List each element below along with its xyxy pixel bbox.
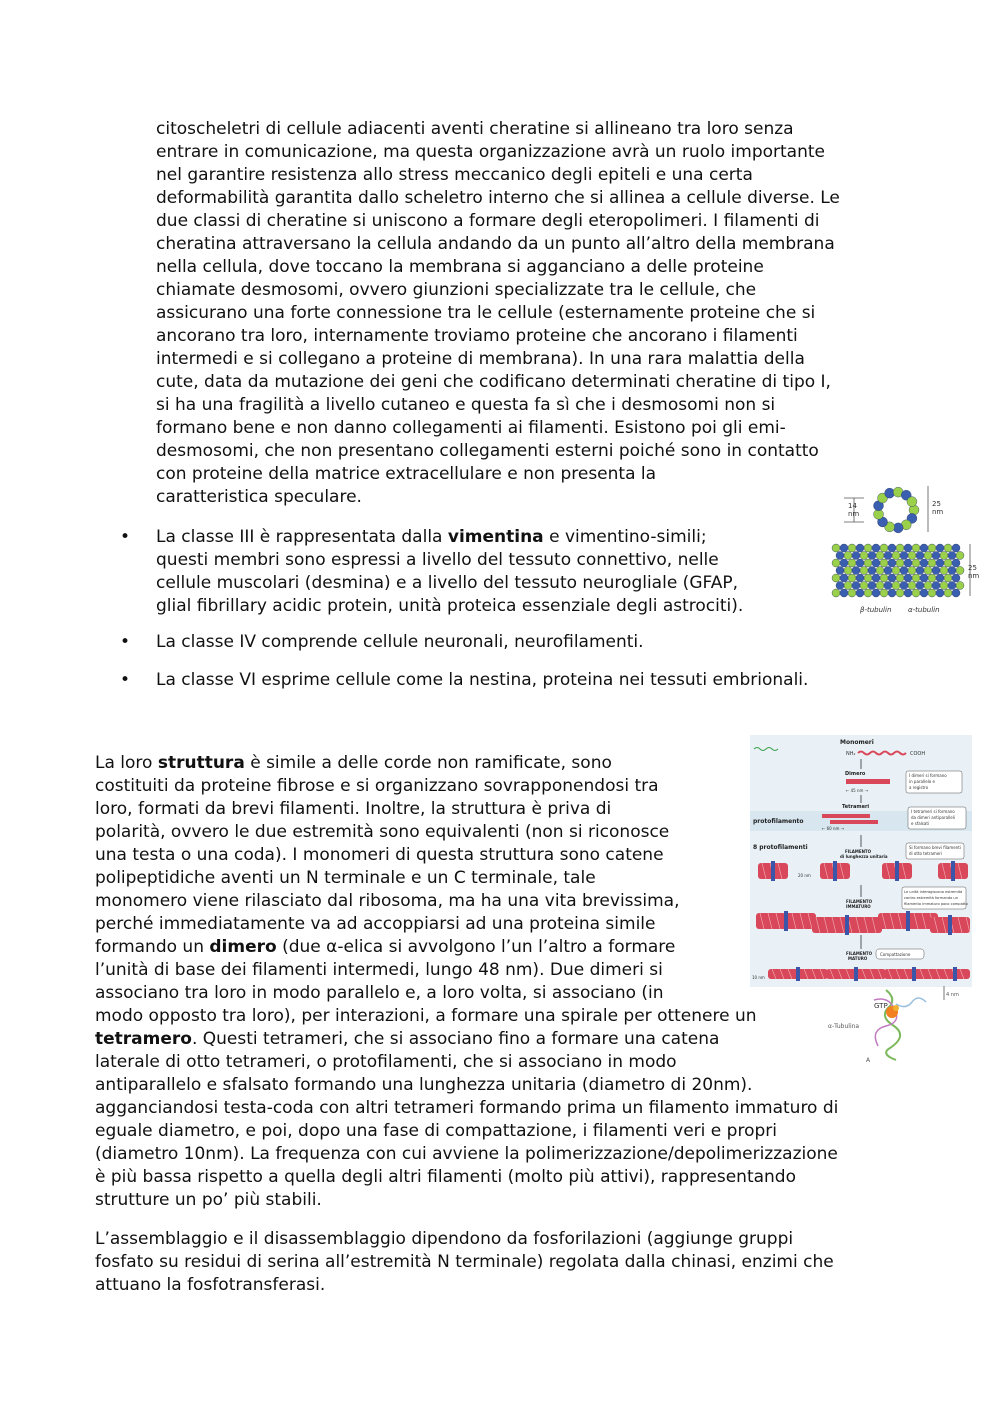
tubulin-subunit <box>932 567 940 575</box>
text-line: si ha una fragilità a livello cutaneo e questa fa sì che i desmosomi non si <box>156 395 776 415</box>
tubulin-subunit <box>876 582 884 590</box>
text-segment: . Questi tetrameri, che si associano fino a formare una catena <box>191 1029 720 1049</box>
text-line: cute, data da mutazione dei geni che codificano determinati cheratine di tipo I, <box>156 372 831 392</box>
tubulin-subunit <box>912 589 920 597</box>
bold-term-tetramero: tetramero <box>95 1029 192 1049</box>
note-lunghezza-line: Si formano brevi filamenti <box>909 845 961 850</box>
tubulin-subunit <box>872 544 880 552</box>
microtubule-cylinder <box>832 544 964 597</box>
text-line: costituiti da proteine fibrose e si organizzano sovrapponendosi tra <box>95 776 659 796</box>
tubulin-subunit <box>844 582 852 590</box>
label-filamento: FILAMENTO <box>846 951 873 956</box>
text-line: una testa o una coda). I monomeri di questa struttura sono catene <box>95 845 664 865</box>
bold-term-dimero: dimero <box>209 937 277 957</box>
text-line: desmosomi, che non presentano collegamenti esterni poiché sono in contatto <box>156 441 819 461</box>
tubulin-subunit <box>928 559 936 567</box>
text-segment: formando un <box>95 937 210 957</box>
tubulin-subunit <box>940 567 948 575</box>
tubulin-subunit <box>860 552 868 560</box>
bullet-marker: • <box>120 527 131 547</box>
tubulin-subunit <box>912 574 920 582</box>
tubulin-subunit <box>928 589 936 597</box>
tubulin-ring <box>874 487 919 533</box>
tubulin-subunit <box>880 574 888 582</box>
tubulin-subunit <box>860 567 868 575</box>
tubulin-subunit <box>952 544 960 552</box>
bold-term-vimentina: vimentina <box>447 527 544 547</box>
filament-knot <box>854 967 858 981</box>
filament-knot <box>912 967 916 981</box>
tubulin-subunit <box>936 559 944 567</box>
tubulin-subunit <box>916 567 924 575</box>
tubulin-subunit <box>904 589 912 597</box>
tubulin-subunit <box>956 552 964 560</box>
tubulin-subunit <box>832 544 840 552</box>
text-line: eguale diametro, e poi, dopo una fase di compattazione, i filamenti veri e propri <box>95 1121 777 1141</box>
dim-label-20: 20 nm <box>798 873 811 878</box>
tubulin-subunit <box>928 544 936 552</box>
filament-knot <box>833 861 837 881</box>
tubulin-subunit <box>848 589 856 597</box>
tubulin-subunit <box>892 567 900 575</box>
text-line: l’unità di base dei filamenti intermedi, lungo 48 nm). Due dimeri si <box>95 960 663 980</box>
note-tetrameri-line: e sfalsati <box>911 821 930 826</box>
tubulin-subunit <box>944 574 952 582</box>
text-line: cellule muscolari (desmina) e a livello del tessuto neurogliale (GFAP, <box>156 573 738 593</box>
text-line: deformabilità garantita dallo scheletro interno che si allinea a cellule diverse. Le <box>156 188 840 208</box>
tubulin-subunit <box>912 544 920 552</box>
filament-knot <box>895 861 899 881</box>
tubulin-subunit <box>852 567 860 575</box>
tubulin-subunit <box>896 574 904 582</box>
tubulin-subunit <box>836 582 844 590</box>
tubulin-subunit <box>836 567 844 575</box>
tubulin-subunit <box>948 582 956 590</box>
dim-label-nm: nm <box>932 508 944 516</box>
tubulin-subunit <box>956 582 964 590</box>
tubulin-subunit <box>868 582 876 590</box>
tubulin-subunit <box>908 567 916 575</box>
text-segment: La loro <box>95 753 158 773</box>
tubulin-subunit <box>860 582 868 590</box>
tubulin-subunit <box>948 552 956 560</box>
label-gtp: GTP <box>874 1002 888 1010</box>
text-line: antiparallelo e sfalsato formando una lunghezza unitaria (diametro di 20nm). <box>95 1075 753 1095</box>
text-line: è più bassa rispetto a quella degli altri filamenti (molto più attivi), rappresentando <box>95 1167 796 1187</box>
filament-assembly-figure <box>750 735 972 987</box>
tubulin-subunit <box>832 574 840 582</box>
tubulin-subunit <box>928 574 936 582</box>
dim-label-nm: nm <box>968 572 980 580</box>
label-nh2: NH₂ <box>846 751 856 757</box>
label-dimero: Dimero <box>845 771 866 777</box>
note-tetrameri-line: da dimeri antiparalleli <box>911 815 955 820</box>
note-dimeri-line: a registro <box>909 785 929 790</box>
tubulin-subunit <box>908 582 916 590</box>
dim-label-14: 14 <box>848 502 857 510</box>
note-immaturo-line: filamento immaturo poco compatto <box>904 902 968 906</box>
tubulin-subunit <box>900 567 908 575</box>
text-line: perché immediatamente va ad accoppiarsi ad una proteina simile <box>95 914 656 934</box>
tubulin-subunit <box>840 544 848 552</box>
tubulin-subunit <box>916 552 924 560</box>
text-line: due classi di cheratine si uniscono a formare degli eteropolimeri. I filamenti di <box>156 211 820 231</box>
tubulin-subunit <box>924 582 932 590</box>
tubulin-subunit <box>896 589 904 597</box>
text-segment: La classe III è rappresentata dalla <box>156 527 448 547</box>
list-item-text <box>156 526 806 618</box>
tubulin-subunit <box>892 582 900 590</box>
tubulin-subunit <box>872 559 880 567</box>
tubulin-subunit <box>952 589 960 597</box>
text-line: questi membri sono espressi a livello del tessuto connettivo, nelle <box>156 550 719 570</box>
dim-label-45: ← 45 nm → <box>846 788 869 793</box>
label-filamento: FILAMENTO <box>845 849 872 854</box>
tubulin-subunit <box>848 574 856 582</box>
text-line: laterale di otto tetrameri, o protofilamenti, che si associano in modo <box>95 1052 677 1072</box>
filament-knot <box>948 915 952 935</box>
tubulin-subunit <box>900 552 908 560</box>
tubulin-subunit <box>840 574 848 582</box>
tubulin-subunit <box>944 589 952 597</box>
tubulin-subunit <box>907 497 917 507</box>
tubulin-subunit <box>868 552 876 560</box>
tubulin-subunit <box>920 559 928 567</box>
tubulin-subunit <box>888 559 896 567</box>
dim-label-60: ← 60 nm → <box>822 826 845 831</box>
tubulin-subunit <box>900 582 908 590</box>
filament-knot <box>951 861 955 881</box>
tubulin-subunit <box>932 582 940 590</box>
label-alpha-tubulin: α-tubulin <box>908 606 940 614</box>
tubulin-subunit <box>952 574 960 582</box>
tubulin-subunit <box>904 574 912 582</box>
paragraph-assembly <box>95 1228 910 1297</box>
text-line: citoscheletri di cellule adiacenti aventi cheratine si allineano tra loro senza <box>156 119 794 139</box>
tubulin-subunit <box>904 544 912 552</box>
text-line: caratteristica speculare. <box>156 487 362 507</box>
tubulin-subunit <box>896 559 904 567</box>
label-alpha-tubulina: α-Tubulina <box>828 1023 860 1030</box>
text-line: entrare in comunicazione, ma questa organizzazione avrà un ruolo importante <box>156 142 825 162</box>
text-line <box>95 1028 910 1051</box>
tubulin-subunit <box>940 552 948 560</box>
tubulin-subunit <box>948 567 956 575</box>
tubulin-subunit <box>896 544 904 552</box>
tubulin-subunit <box>936 589 944 597</box>
tubulin-subunit <box>884 582 892 590</box>
label-maturo: MATURO <box>848 956 868 961</box>
dim-label-4nm: 4 nm <box>946 992 959 998</box>
tubulin-subunit <box>832 589 840 597</box>
text-line: polipeptidiche aventi un N terminale e un C terminale, tale <box>95 868 596 888</box>
tubulin-subunit <box>840 589 848 597</box>
text-segment: (due α-elica si avvolgono l’un l’altro a formare <box>276 937 676 957</box>
mature-filament <box>768 967 970 981</box>
text-line: chiamate desmosomi, ovvero giunzioni specializzate tra le cellule, che <box>156 280 757 300</box>
dim-label-10: 10 nm <box>752 975 765 980</box>
bullet-marker: • <box>120 632 131 652</box>
tubulin-subunit <box>936 574 944 582</box>
text-line: assicurano una forte connessione tra le cellule (esternamente proteine che si <box>156 303 816 323</box>
dim-label-25: 25 <box>932 500 941 508</box>
text-line: monomero viene rilasciato dal ribosoma, ma ha una vita brevissima, <box>95 891 680 911</box>
bullet-marker: • <box>120 670 131 690</box>
tubulin-subunit <box>848 559 856 567</box>
tubulin-subunit <box>916 582 924 590</box>
tubulin-subunit <box>864 559 872 567</box>
tubulin-subunit <box>912 559 920 567</box>
tubulin-subunit <box>944 559 952 567</box>
text-line: L’assemblaggio e il disassemblaggio dipendono da fosforilazioni (aggiunge gruppi <box>95 1229 794 1249</box>
label-filamento: FILAMENTO <box>846 899 873 904</box>
label-beta-tubulin: β-tubulin <box>860 606 892 614</box>
text-line: attuano la fosfotransferasi. <box>95 1275 326 1295</box>
filament-knot <box>784 911 788 931</box>
filament-knot <box>771 861 775 881</box>
text-line: intermedi e si collegano a proteine di membrana). In una rara malattia della <box>156 349 805 369</box>
text-line: nel garantire resistenza allo stress meccanico degli epiteli e una certa <box>156 165 753 185</box>
tubulin-structure-figure <box>826 986 959 1064</box>
tubulin-subunit <box>856 589 864 597</box>
tubulin-subunit <box>888 544 896 552</box>
text-line: ancorano tra loro, internamente troviamo proteine che ancorano i filamenti <box>156 326 798 346</box>
dim-label-25: 25 <box>968 564 977 572</box>
tubulin-subunit <box>892 552 900 560</box>
filament-knot <box>906 911 910 931</box>
tubulin-subunit <box>856 574 864 582</box>
tubulin-subunit <box>932 552 940 560</box>
tubulin-subunit <box>864 589 872 597</box>
label-protofilamento: protofilamento <box>753 818 804 825</box>
text-segment: è simile a delle corde non ramificate, sono <box>244 753 612 773</box>
tubulin-subunit <box>876 567 884 575</box>
tubulin-subunit <box>840 559 848 567</box>
label-lunghezza-unitaria: di lunghezza unitaria <box>840 854 888 859</box>
filament-knot <box>796 967 800 981</box>
note-immaturo-line: contro estremità formando un <box>904 896 958 900</box>
text-line: glial fibrillary acidic protein, unità proteica essenziale degli astrociti). <box>156 596 744 616</box>
tubulin-subunit <box>852 552 860 560</box>
tubulin-figure <box>830 484 978 616</box>
tubulin-subunit <box>888 574 896 582</box>
tubulin-subunit <box>944 544 952 552</box>
tubulin-subunit <box>852 582 860 590</box>
filament-knot <box>953 967 957 981</box>
text-segment: e vimentino-simili; <box>543 527 707 547</box>
label-tetrameri: Tetrameri <box>842 804 870 810</box>
tubulin-subunit <box>856 544 864 552</box>
tubulin-subunit <box>844 552 852 560</box>
tubulin-subunit <box>884 567 892 575</box>
note-tetrameri-line: I tetrameri si formano <box>911 809 955 814</box>
note-dimeri-line: I dimeri si formano <box>909 773 947 778</box>
text-line: con proteine della matrice extracellulare e non presenta la <box>156 464 657 484</box>
tubulin-subunit <box>936 544 944 552</box>
text-line: fosfato su residui di serina all’estremità N terminale) regolata dalla chinasi, enzimi che <box>95 1252 834 1272</box>
tubulin-subunit <box>920 589 928 597</box>
list-item-text: La classe IV comprende cellule neuronali, neurofilamenti. <box>156 632 644 652</box>
tubulin-subunit <box>888 589 896 597</box>
label-immaturo: IMMATURO <box>846 904 871 909</box>
tubulin-subunit <box>880 544 888 552</box>
tubulin-subunit <box>924 552 932 560</box>
tubulin-subunit <box>864 544 872 552</box>
list-item-text: La classe VI esprime cellule come la nestina, proteina nei tessuti embrionali. <box>156 670 809 690</box>
tubulin-subunit <box>872 574 880 582</box>
tubulin-subunit <box>848 544 856 552</box>
tubulin-subunit <box>856 559 864 567</box>
text-line <box>156 526 806 549</box>
text-line: cheratina attraversano la cellula andando da un punto all’altro della membrana <box>156 234 835 254</box>
note-lunghezza-line: di otto tetrameri <box>909 851 943 856</box>
text-line: loro, formati da brevi filamenti. Inoltre, la struttura è priva di <box>95 799 612 819</box>
text-line: nella cellula, dove toccano la membrana si agganciano a delle proteine <box>156 257 764 277</box>
text-line: polarità, ovvero le due estremità sono equivalenti (non si riconosce <box>95 822 670 842</box>
text-line: modo opposto tra loro), per interazioni, a formare una spirale per ottenere un <box>95 1006 757 1026</box>
dim-label-nm: nm <box>848 510 860 518</box>
tubulin-subunit <box>844 567 852 575</box>
label-compattazione: Compattazione <box>880 952 911 957</box>
tubulin-subunit <box>880 589 888 597</box>
text-line: strutture un po’ più stabili. <box>95 1190 322 1210</box>
tubulin-subunit <box>876 552 884 560</box>
text-line: (diametro 10nm). La frequenza con cui avviene la polimerizzazione/depolimerizzazione <box>95 1144 838 1164</box>
tubulin-subunit <box>920 544 928 552</box>
text-line: associano tra loro in modo parallelo e, a loro volta, si associano (in <box>95 983 664 1003</box>
tubulin-subunit <box>908 552 916 560</box>
label-a: A <box>866 1057 871 1064</box>
text-line: formano bene e non danno collegamenti ai filamenti. Esistono poi gli emi- <box>156 418 786 438</box>
tubulin-subunit <box>880 559 888 567</box>
tubulin-subunit <box>832 559 840 567</box>
tubulin-subunit <box>868 567 876 575</box>
tubulin-subunit <box>864 574 872 582</box>
text-line: agganciandosi testa-coda con altri tetrameri formando prima un filamento immaturo di <box>95 1098 839 1118</box>
note-immaturo-line: Le unità interagiscono estremità <box>904 890 963 894</box>
tubulin-subunit <box>836 552 844 560</box>
tubulin-subunit <box>952 559 960 567</box>
tubulin-subunit <box>940 582 948 590</box>
paragraph-keratin <box>156 118 901 509</box>
tubulin-subunit <box>924 567 932 575</box>
tubulin-subunit <box>956 567 964 575</box>
bold-term-struttura: struttura <box>157 753 245 773</box>
label-cooh: COOH <box>910 751 926 757</box>
tubulin-subunit <box>872 589 880 597</box>
tubulin-subunit <box>884 552 892 560</box>
filament-knot <box>845 915 849 935</box>
tubulin-subunit <box>920 574 928 582</box>
label-8-protofilamenti: 8 protofilamenti <box>753 844 808 851</box>
label-monomeri: Monomeri <box>840 739 874 746</box>
tubulin-subunit <box>904 559 912 567</box>
note-dimeri-line: in parallelo e <box>909 779 935 784</box>
